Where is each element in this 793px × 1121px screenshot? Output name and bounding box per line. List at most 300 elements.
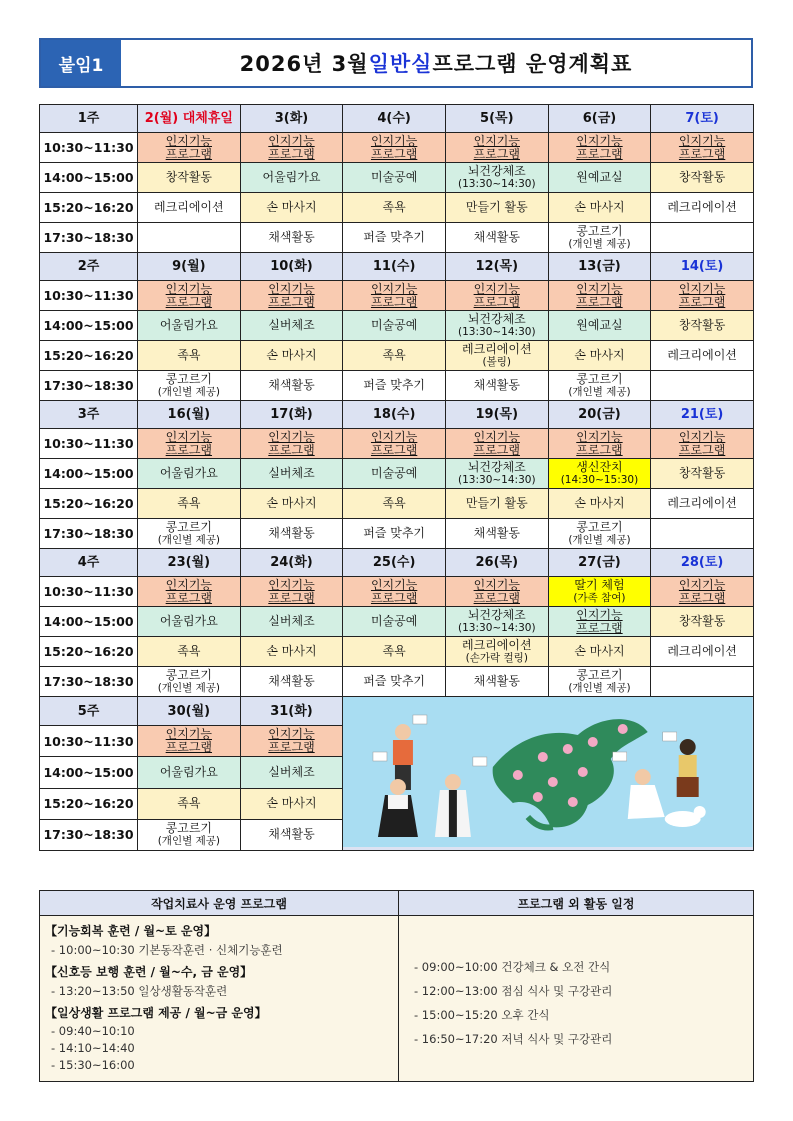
program-cell [651, 489, 754, 519]
time-slot-row [40, 163, 754, 193]
time-slot: 17:30~18:30 [40, 223, 138, 253]
program-cell [651, 637, 754, 667]
program-cell [343, 459, 446, 489]
program-name: 미술공예 [370, 318, 418, 332]
program-cell [343, 489, 446, 519]
program-name: 채색활동 [268, 827, 315, 842]
section-item: - 10:00~10:30 기본동작훈련 · 신체기능훈련 [51, 943, 283, 957]
time-slot: 17:30~18:30 [40, 519, 138, 549]
program-cell [138, 371, 241, 401]
program-cell [548, 519, 651, 549]
time-slot: 17:30~18:30 [40, 667, 138, 697]
program-detail: (13:30~14:30) [458, 177, 536, 190]
time-slot-row [40, 281, 754, 311]
time-slot: 14:00~15:00 [40, 757, 138, 788]
program-cell [138, 311, 241, 341]
program-name: 인지기능 [473, 133, 520, 148]
program-detail: 프로그램 [370, 590, 418, 605]
program-detail: 프로그램 [473, 294, 520, 309]
program-name: 족욕 [177, 496, 201, 510]
program-name: 채색활동 [473, 378, 520, 392]
program-cell [240, 459, 343, 489]
program-cell [240, 193, 343, 223]
program-cell [445, 607, 548, 637]
program-cell [445, 311, 548, 341]
korea-map-illustration [343, 697, 754, 851]
program-name: 레크리에이션 [462, 341, 532, 356]
program-name: 채색활동 [473, 526, 520, 540]
program-cell [651, 519, 754, 549]
program-cell [445, 341, 548, 371]
program-name: 손 마사지 [266, 200, 317, 214]
time-slot: 14:00~15:00 [40, 163, 138, 193]
program-detail: 프로그램 [370, 442, 418, 457]
program-detail: (개인별 제공) [568, 533, 631, 546]
program-name: 콩고르기 [576, 371, 623, 386]
program-name: 인지기능 [165, 281, 213, 296]
program-detail: 프로그램 [473, 590, 520, 605]
time-slot-row [40, 667, 754, 697]
program-cell [445, 193, 548, 223]
program-name: 만들기 활동 [465, 200, 528, 214]
program-cell [548, 163, 651, 193]
program-name: 손 마사지 [574, 644, 625, 658]
day-header: 28(토) [651, 549, 754, 577]
time-slot: 17:30~18:30 [40, 371, 138, 401]
program-cell [138, 726, 241, 757]
week-header-row [40, 253, 754, 281]
program-detail: (손가락 컬링) [465, 651, 528, 664]
program-name: 콩고르기 [576, 667, 623, 682]
program-cell [651, 133, 754, 163]
activity-item: - 16:50~17:20 저녁 식사 및 구강관리 [414, 1031, 613, 1046]
program-cell [445, 133, 548, 163]
program-cell [445, 667, 548, 697]
program-name: 인지기능 [678, 281, 726, 296]
program-name: 인지기능 [576, 607, 623, 622]
program-cell [445, 371, 548, 401]
program-cell [240, 163, 343, 193]
time-slot-row [40, 371, 754, 401]
time-slot: 15:20~16:20 [40, 193, 138, 223]
program-name: 콩고르기 [165, 371, 213, 386]
program-name: 레크리에이션 [462, 637, 532, 652]
day-header: 6(금) [548, 105, 651, 133]
program-detail: 프로그램 [165, 442, 213, 457]
program-cell [240, 371, 343, 401]
document-header [39, 38, 753, 88]
day-header: 11(수) [343, 253, 446, 281]
program-cell [651, 607, 754, 637]
program-name: 실버체조 [268, 614, 315, 628]
program-detail: 프로그램 [678, 442, 726, 457]
time-slot-row [40, 429, 754, 459]
program-cell [343, 519, 446, 549]
program-name: 어울림가요 [262, 170, 321, 184]
program-cell [343, 607, 446, 637]
program-cell [445, 429, 548, 459]
program-name: 인지기능 [370, 281, 418, 296]
program-name: 인지기능 [268, 577, 315, 592]
program-name: 손 마사지 [574, 200, 625, 214]
program-cell [343, 341, 446, 371]
program-name: 채색활동 [268, 526, 315, 540]
program-cell [240, 311, 343, 341]
day-header: 25(수) [343, 549, 446, 577]
program-cell [548, 133, 651, 163]
program-cell [138, 637, 241, 667]
program-cell [138, 223, 241, 253]
program-cell [651, 577, 754, 607]
program-name: 창작활동 [678, 614, 726, 628]
program-cell [240, 577, 343, 607]
time-slot: 14:00~15:00 [40, 311, 138, 341]
program-name: 족욕 [177, 644, 201, 658]
program-name: 족욕 [382, 200, 406, 214]
program-detail: 프로그램 [678, 590, 726, 605]
program-detail: 프로그램 [165, 294, 213, 309]
activity-info-table [39, 890, 754, 1082]
program-cell [548, 223, 651, 253]
program-cell [240, 429, 343, 459]
program-detail: 프로그램 [165, 740, 213, 755]
program-cell [445, 163, 548, 193]
program-detail: (개인별 제공) [157, 834, 220, 847]
program-name: 인지기능 [576, 429, 623, 444]
program-cell [651, 223, 754, 253]
time-slot: 15:20~16:20 [40, 788, 138, 819]
program-name: 콩고르기 [165, 820, 213, 835]
program-cell [240, 788, 343, 819]
program-cell [548, 607, 651, 637]
program-detail: 프로그램 [268, 294, 315, 309]
program-name: 인지기능 [268, 133, 315, 148]
day-header: 27(금) [548, 549, 651, 577]
therapist-programs-list [40, 916, 399, 1082]
program-detail: (개인별 제공) [157, 385, 220, 398]
program-name: 족욕 [177, 796, 201, 811]
program-cell [548, 193, 651, 223]
program-name: 손 마사지 [266, 348, 317, 362]
program-detail: 프로그램 [268, 590, 315, 605]
program-cell [138, 459, 241, 489]
extra-activities-list [399, 916, 754, 1082]
time-slot-row [40, 223, 754, 253]
program-cell [548, 371, 651, 401]
day-header: 16(월) [138, 401, 241, 429]
program-cell [138, 429, 241, 459]
program-cell [445, 577, 548, 607]
time-slot: 10:30~11:30 [40, 726, 138, 757]
program-cell [240, 519, 343, 549]
day-header: 30(월) [138, 697, 241, 726]
program-detail: (13:30~14:30) [458, 621, 536, 634]
program-cell [138, 788, 241, 819]
program-name: 인지기능 [268, 727, 315, 742]
time-slot: 14:00~15:00 [40, 459, 138, 489]
program-name: 손 마사지 [574, 348, 625, 362]
program-name: 손 마사지 [266, 496, 317, 510]
program-name: 인지기능 [268, 429, 315, 444]
week-header-row [40, 697, 754, 726]
program-name: 레크리에이션 [667, 200, 737, 214]
day-header: 2(월) 대체휴일 [138, 105, 241, 133]
section-item: - 14:10~14:40 [51, 1041, 135, 1055]
day-header: 20(금) [548, 401, 651, 429]
program-detail: (개인별 제공) [157, 681, 220, 694]
program-cell [138, 577, 241, 607]
program-detail: 프로그램 [576, 620, 623, 635]
program-detail: 프로그램 [268, 146, 315, 161]
program-name: 인지기능 [165, 133, 213, 148]
time-slot: 10:30~11:30 [40, 577, 138, 607]
program-name: 미술공예 [370, 466, 418, 480]
program-name: 채색활동 [268, 378, 315, 392]
program-cell [651, 341, 754, 371]
day-header: 18(수) [343, 401, 446, 429]
time-slot: 15:20~16:20 [40, 637, 138, 667]
time-slot-row [40, 489, 754, 519]
program-cell [240, 489, 343, 519]
program-cell [240, 607, 343, 637]
program-cell [343, 193, 446, 223]
program-cell [343, 223, 446, 253]
time-slot-row [40, 577, 754, 607]
time-slot: 10:30~11:30 [40, 133, 138, 163]
program-cell [138, 819, 241, 850]
program-cell [138, 341, 241, 371]
program-detail: 프로그램 [576, 294, 623, 309]
program-name: 실버체조 [268, 764, 315, 779]
program-name: 원예교실 [576, 170, 623, 184]
program-name: 미술공예 [370, 614, 418, 628]
week-label: 5주 [40, 697, 138, 726]
program-name: 족욕 [382, 348, 406, 362]
program-cell [138, 489, 241, 519]
program-cell [138, 281, 241, 311]
program-name: 실버체조 [268, 466, 315, 480]
program-detail: 프로그램 [473, 146, 520, 161]
program-detail: (개인별 제공) [157, 533, 220, 546]
program-cell [240, 726, 343, 757]
program-cell [343, 311, 446, 341]
program-name: 손 마사지 [266, 644, 317, 658]
map-celebration-image [343, 697, 753, 847]
program-cell [343, 667, 446, 697]
program-cell [240, 667, 343, 697]
program-cell [548, 637, 651, 667]
program-cell [343, 429, 446, 459]
program-name: 인지기능 [370, 429, 418, 444]
week-label: 4주 [40, 549, 138, 577]
attachment-tag: 붙임1 [41, 40, 121, 86]
time-slot-row [40, 519, 754, 549]
program-cell [651, 459, 754, 489]
program-cell [548, 489, 651, 519]
program-name: 인지기능 [678, 577, 726, 592]
program-cell [240, 281, 343, 311]
program-name: 어울림가요 [159, 614, 218, 628]
program-name: 퍼즐 맞추기 [363, 230, 426, 244]
program-name: 뇌건강체조 [467, 607, 526, 622]
day-header: 24(화) [240, 549, 343, 577]
week-label: 3주 [40, 401, 138, 429]
program-name: 창작활동 [678, 466, 726, 480]
program-detail: 프로그램 [268, 740, 315, 755]
program-name: 인지기능 [165, 577, 213, 592]
day-header: 4(수) [343, 105, 446, 133]
time-slot-row [40, 133, 754, 163]
program-cell [138, 757, 241, 788]
program-name: 실버체조 [268, 318, 315, 332]
program-name: 콩고르기 [576, 223, 623, 238]
program-name: 레크리에이션 [667, 348, 737, 362]
program-name: 뇌건강체조 [467, 311, 526, 326]
day-header: 21(토) [651, 401, 754, 429]
program-detail: (개인별 제공) [568, 681, 631, 694]
time-slot: 14:00~15:00 [40, 607, 138, 637]
program-cell [548, 459, 651, 489]
program-cell [138, 163, 241, 193]
title-suffix: 프로그램 운영계획표 [432, 52, 633, 76]
program-cell [343, 281, 446, 311]
program-cell [651, 163, 754, 193]
program-cell [343, 577, 446, 607]
program-name: 퍼즐 맞추기 [363, 526, 426, 540]
program-detail: (14:30~15:30) [560, 473, 639, 486]
day-header: 17(화) [240, 401, 343, 429]
day-header: 31(화) [240, 697, 343, 726]
program-cell [445, 519, 548, 549]
program-name: 손 마사지 [574, 496, 625, 510]
title-prefix: 2026년 3월 [239, 52, 369, 76]
program-name: 생신잔치 [576, 459, 623, 474]
program-detail: (가족 참여) [573, 591, 626, 604]
program-cell [240, 637, 343, 667]
program-cell [548, 429, 651, 459]
program-name: 인지기능 [370, 577, 418, 592]
time-slot-row [40, 637, 754, 667]
section-item: - 15:30~16:00 [51, 1058, 135, 1072]
program-name: 족욕 [382, 644, 406, 658]
day-header: 23(월) [138, 549, 241, 577]
program-cell [240, 341, 343, 371]
day-header: 14(토) [651, 253, 754, 281]
title-highlight: 일반실 [368, 52, 433, 76]
time-slot-row [40, 607, 754, 637]
program-name: 창작활동 [678, 170, 726, 184]
program-name: 미술공예 [370, 170, 418, 184]
program-name: 손 마사지 [266, 796, 317, 811]
day-header: 7(토) [651, 105, 754, 133]
program-name: 딸기 체험 [574, 577, 625, 592]
program-detail: (13:30~14:30) [458, 473, 536, 486]
page-title [121, 40, 751, 86]
program-detail: 프로그램 [473, 442, 520, 457]
extra-activities-header: 프로그램 외 활동 일정 [399, 891, 754, 916]
program-name: 뇌건강체조 [467, 459, 526, 474]
program-cell [138, 193, 241, 223]
time-slot-row [40, 459, 754, 489]
program-cell [548, 577, 651, 607]
program-detail: (개인별 제공) [568, 385, 631, 398]
program-name: 인지기능 [576, 281, 623, 296]
program-cell [445, 489, 548, 519]
program-name: 채색활동 [268, 230, 315, 244]
program-cell [651, 281, 754, 311]
time-slot-row [40, 341, 754, 371]
time-slot: 17:30~18:30 [40, 819, 138, 850]
program-cell [240, 223, 343, 253]
day-header: 19(목) [445, 401, 548, 429]
week-header-row [40, 549, 754, 577]
time-slot: 15:20~16:20 [40, 341, 138, 371]
time-slot: 10:30~11:30 [40, 429, 138, 459]
program-cell [548, 281, 651, 311]
program-name: 인지기능 [473, 577, 520, 592]
program-detail: 프로그램 [678, 294, 726, 309]
program-name: 인지기능 [473, 281, 520, 296]
program-cell [343, 133, 446, 163]
section-title: 【신호등 보행 훈련 / 월~수, 금 운영】 [45, 965, 253, 979]
program-cell [548, 311, 651, 341]
program-detail: 프로그램 [370, 146, 418, 161]
program-cell [651, 371, 754, 401]
program-name: 콩고르기 [576, 519, 623, 534]
program-name: 창작활동 [165, 170, 213, 184]
program-cell [240, 757, 343, 788]
program-cell [445, 459, 548, 489]
program-cell [651, 667, 754, 697]
program-detail: 프로그램 [268, 442, 315, 457]
program-name: 인지기능 [370, 133, 418, 148]
program-cell [548, 667, 651, 697]
day-header: 12(목) [445, 253, 548, 281]
program-name: 인지기능 [165, 727, 213, 742]
day-header: 5(목) [445, 105, 548, 133]
program-cell [651, 429, 754, 459]
program-cell [651, 311, 754, 341]
time-slot-row [40, 311, 754, 341]
program-name: 인지기능 [165, 429, 213, 444]
week-label: 1주 [40, 105, 138, 133]
day-header: 10(화) [240, 253, 343, 281]
week-header-row [40, 401, 754, 429]
program-name: 만들기 활동 [465, 496, 528, 510]
program-name: 어울림가요 [159, 466, 218, 480]
program-name: 인지기능 [678, 429, 726, 444]
program-detail: (볼링) [482, 355, 512, 368]
program-detail: 프로그램 [165, 590, 213, 605]
program-detail: (13:30~14:30) [458, 325, 536, 338]
program-name: 어울림가요 [159, 318, 218, 332]
program-name: 인지기능 [473, 429, 520, 444]
program-detail: 프로그램 [370, 294, 418, 309]
program-name: 뇌건강체조 [467, 163, 526, 178]
program-detail: 프로그램 [576, 146, 623, 161]
program-cell [445, 223, 548, 253]
program-detail: 프로그램 [678, 146, 726, 161]
program-name: 창작활동 [678, 318, 726, 332]
program-name: 인지기능 [576, 133, 623, 148]
program-detail: (개인별 제공) [568, 237, 631, 250]
section-title: 【일상생활 프로그램 제공 / 월~금 운영】 [45, 1006, 267, 1020]
day-header: 9(월) [138, 253, 241, 281]
week-label: 2주 [40, 253, 138, 281]
program-cell [138, 667, 241, 697]
program-detail: 프로그램 [576, 442, 623, 457]
program-name: 레크리에이션 [667, 644, 737, 658]
